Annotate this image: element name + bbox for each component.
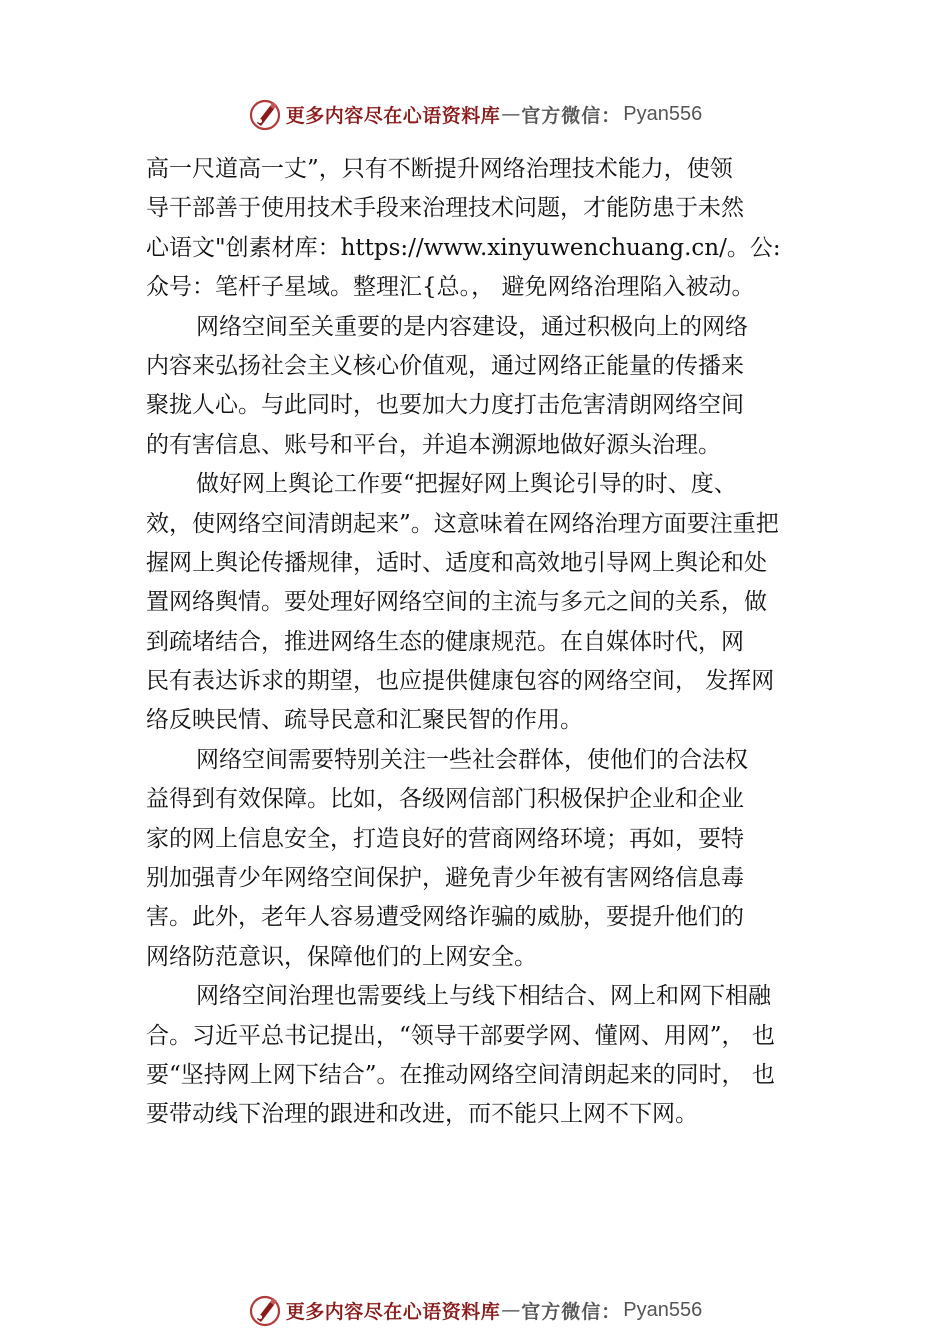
text-line: 到疏堵结合，推进网络生态的健康规范。在自媒体时代，网 bbox=[146, 628, 744, 655]
text-line: 要“坚持网上网下结合”。在推动网络空间清朗起来的同时， 也 bbox=[146, 1061, 775, 1088]
text-line: 民有表达诉求的期望，也应提供健康包容的网络空间， 发挥网 bbox=[146, 668, 775, 695]
paragraph-first-line: 网络空间至关重要的是内容建设，通过积极向上的网络 bbox=[196, 313, 748, 340]
footer-banner bbox=[0, 1290, 950, 1330]
pen-logo-icon bbox=[248, 97, 282, 131]
paragraph-first-line: 网络空间需要特别关注一些社会群体，使他们的合法权 bbox=[196, 746, 748, 773]
text-line: 握网上舆论传播规律，适时、适度和高效地引导网上舆论和处 bbox=[146, 549, 767, 576]
text-line: 聚拢人心。与此同时，也要加大力度打击危害清朗网络空间 bbox=[146, 392, 744, 419]
paragraph-first-line: 网络空间治理也需要线上与线下相结合、网上和网下相融 bbox=[196, 983, 771, 1010]
header-dash: — bbox=[501, 103, 521, 125]
text-line: 的有害信息、账号和平台，并追本溯源地做好源头治理。 bbox=[146, 431, 721, 458]
text-line: 导干部善于使用技术手段来治理技术问题，才能防患于未然 bbox=[146, 195, 744, 222]
text-line: 网络防范意识，保障他们的上网安全。 bbox=[146, 943, 537, 970]
text-line: 众号：笔杆子星域。整理汇{总。， 避免网络治理陷入被动。 bbox=[146, 274, 755, 301]
text-line: 家的网上信息安全，打造良好的营商网络环境；再如，要特 bbox=[146, 825, 744, 852]
header-wechat-id: Pyan556 bbox=[623, 102, 703, 125]
text-line: 络反映民情、疏导民意和汇聚民智的作用。 bbox=[146, 707, 583, 734]
text-line: 要带动线下治理的跟进和改进，而不能只上网不下网。 bbox=[146, 1101, 698, 1128]
footer-wechat-label: 官方微信： bbox=[521, 1300, 622, 1323]
header-banner bbox=[0, 94, 950, 134]
text-line: 置网络舆情。要处理好网络空间的主流与多元之间的关系，做 bbox=[146, 589, 767, 616]
text-line: 高一尺道高一丈”，只有不断提升网络治理技术能力，使领 bbox=[146, 156, 733, 182]
footer-brand-text: 更多内容尽在心语资料库 bbox=[285, 1300, 501, 1323]
header-brand-text: 更多内容尽在心语资料库 bbox=[285, 104, 501, 127]
text-line: 心语文"创素材库：https://www.xinyuwenchuang.cn/。公: bbox=[146, 234, 781, 261]
text-line: 效，使网络空间清朗起来”。这意味着在网络治理方面要注重把 bbox=[146, 510, 779, 537]
text-line: 合。习近平总书记提出，“领导干部要学网、懂网、用网”， 也 bbox=[146, 1022, 775, 1049]
footer-wechat-id: Pyan556 bbox=[623, 1298, 703, 1321]
pen-logo-icon bbox=[248, 1293, 282, 1327]
text-line: 益得到有效保障。比如，各级网信部门积极保护企业和企业 bbox=[146, 786, 744, 813]
text-line: 害。此外，老年人容易遭受网络诈骗的威胁，要提升他们的 bbox=[146, 904, 744, 931]
text-line: 别加强青少年网络空间保护，避免青少年被有害网络信息毒 bbox=[146, 865, 744, 892]
document-body bbox=[146, 150, 836, 1135]
header-wechat-label: 官方微信： bbox=[521, 104, 622, 127]
footer-dash: — bbox=[501, 1299, 521, 1321]
text-line: 内容来弘扬社会主义核心价值观，通过网络正能量的传播来 bbox=[146, 352, 744, 379]
paragraph-first-line: 做好网上舆论工作要“把握好网上舆论引导的时、度、 bbox=[196, 471, 737, 498]
